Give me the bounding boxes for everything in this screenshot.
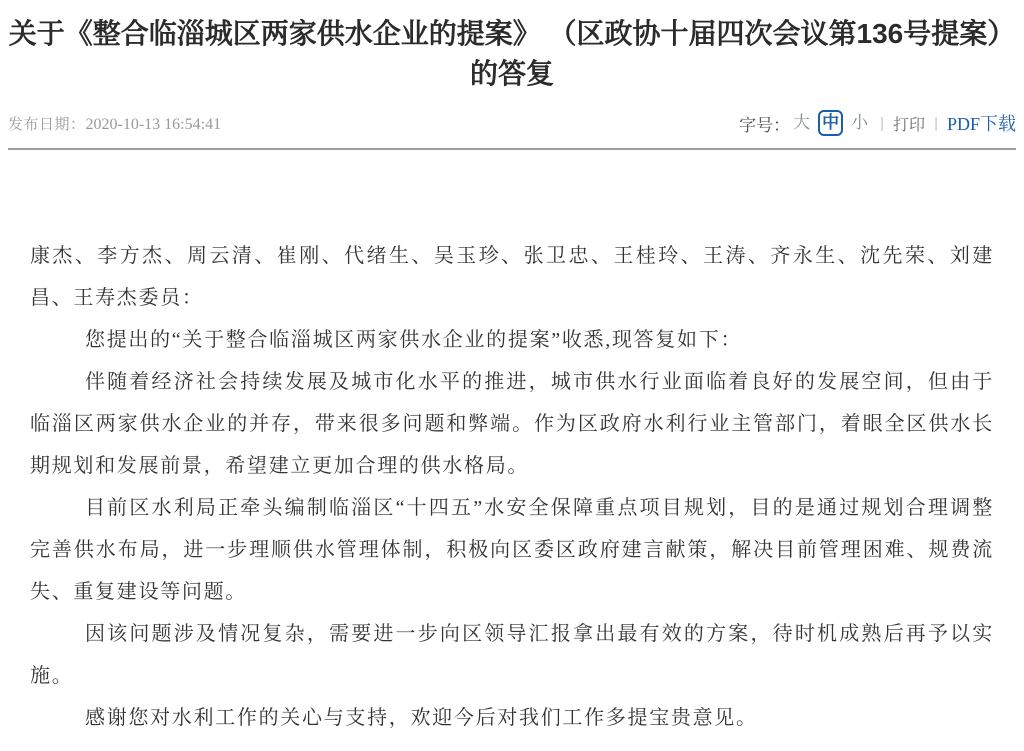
publish-date-label: 发布日期：	[8, 115, 86, 133]
font-size-large-button[interactable]: 大	[793, 113, 811, 132]
body-paragraph: 因该问题涉及情况复杂，需要进一步向区领导汇报拿出最有效的方案，待时机成熟后再予以实施。	[30, 623, 994, 687]
body-paragraph: 感谢您对水利工作的关心与支持，欢迎今后对我们工作多提宝贵意见。	[85, 707, 758, 729]
print-button[interactable]: 打印	[893, 116, 926, 134]
font-size-small-button[interactable]: 小	[851, 113, 869, 132]
pdf-download-button[interactable]: PDF下载	[946, 114, 1016, 134]
separator: |	[880, 114, 885, 132]
article-header	[0, 14, 1024, 150]
body-paragraph: 目前区水利局正牵头编制临淄区“十四五”水安全保障重点项目规划，目的是通过规划合理调整完善供水布局，进一步理顺供水管理体制，积极向区委区政府建言献策，解决目前管理困难、规费流失、重复建设等问题。	[30, 497, 994, 603]
page-title-line-2: 的答复	[469, 58, 554, 89]
divider	[8, 148, 1016, 150]
page-title-line-1: 关于《整合临淄城区两家供水企业的提案》 （区政协十届四次会议第136号提案）	[8, 18, 1016, 49]
font-size-medium-button[interactable]: 中	[818, 110, 843, 136]
body-paragraph: 康杰、李方杰、周云清、崔刚、代绪生、吴玉珍、张卫忠、王桂玲、王涛、齐永生、沈先荣、刘建昌、王寿杰委员：	[30, 245, 994, 309]
publish-date-value: 2020-10-13 16:54:41	[85, 115, 222, 133]
meta-row	[8, 110, 1016, 136]
separator: |	[934, 114, 938, 132]
body-paragraph: 伴随着经济社会持续发展及城市化水平的推进，城市供水行业面临着良好的发展空间，但由于临淄区两家供水企业的并存，带来很多问题和弊端。作为区政府水利行业主管部门，着眼全区供水长期规划和发展前景，希望建立更加合理的供水格局。	[30, 371, 994, 477]
body-paragraph: 您提出的“关于整合临淄城区两家供水企业的提案”收悉,现答复如下：	[85, 329, 743, 351]
page-title	[8, 14, 1016, 94]
publish-date	[8, 113, 221, 134]
font-size-label: 字号：	[739, 115, 791, 135]
article-body	[0, 235, 1024, 739]
page-tools	[739, 110, 1016, 136]
article-page	[0, 14, 1024, 739]
